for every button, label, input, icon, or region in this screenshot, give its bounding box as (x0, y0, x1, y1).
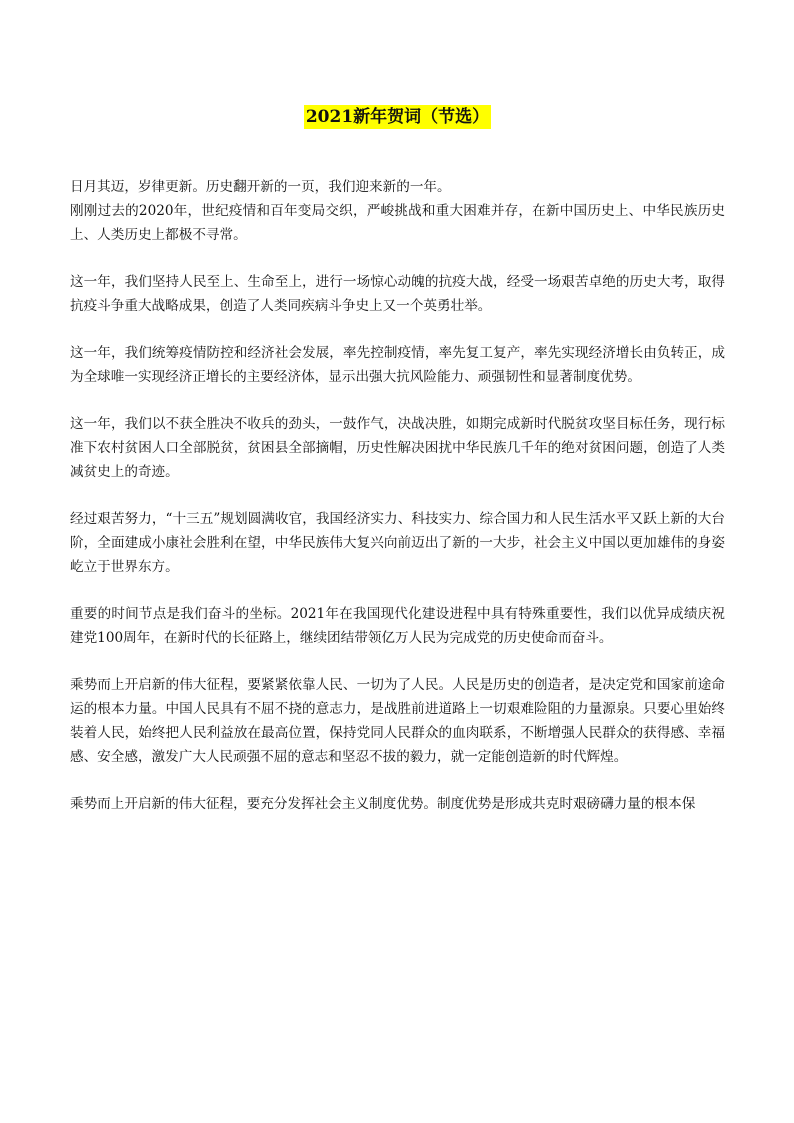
paragraph-3: 这一年，我们坚持人民至上、生命至上，进行一场惊心动魄的抗疫大战，经受一场艰苦卓绝的历史大考，取得抗疫斗争重大战略成果，创造了人类同疾病斗争史上又一个英勇壮举。 (70, 274, 725, 314)
paragraph-1: 日月其迈，岁律更新。历史翻开新的一页，我们迎来新的一年。 (70, 179, 451, 195)
paragraph-4: 这一年，我们统筹疫情防控和经济社会发展，率先控制疫情，率先复工复产，率先实现经济增长由负转正，成为全球唯一实现经济正增长的主要经济体，显示出强大抗风险能力、顽强韧性和显著制度优势。 (70, 345, 725, 385)
paragraph-7: 重要的时间节点是我们奋斗的坐标。2021年在我国现代化建设进程中具有特殊重要性，我们以优异成绩庆祝建党100周年，在新时代的长征路上，继续团结带领亿万人民为完成党的历史使命而奋斗。 (70, 606, 725, 646)
paragraph-2: 刚刚过去的2020年，世纪疫情和百年变局交织，严峻挑战和重大困难并存，在新中国历史上、中华民族历史上、人类历史上都极不寻常。 (70, 203, 725, 243)
paragraph-8: 乘势而上开启新的伟大征程，要紧紧依靠人民、一切为了人民。人民是历史的创造者，是决定党和国家前途命运的根本力量。中国人民具有不屈不挠的意志力，是战胜前进道路上一切艰难险阻的力量源泉。只要心里始终装着人民，始终把人民利益放在最高位置，保持党同人民群众的血肉联系，不断增强人民群众的获得感、幸福感、安全感，激发广大人民顽强不屈的意志和坚忍不拔的毅力，就一定能创造新的时代辉煌。 (70, 677, 725, 765)
title-container (70, 105, 725, 129)
document-title: 2021新年贺词（节选） (305, 107, 490, 127)
paragraph-5: 这一年，我们以不获全胜决不收兵的劲头，一鼓作气，决战决胜，如期完成新时代脱贫攻坚目标任务，现行标准下农村贫困人口全部脱贫，贫困县全部摘帽，历史性解决困扰中华民族几千年的绝对贫困问题，创造了人类减贫史上的奇迹。 (70, 416, 725, 480)
paragraph-9: 乘势而上开启新的伟大征程，要充分发挥社会主义制度优势。制度优势是形成共克时艰磅礴力量的根本保 (70, 796, 696, 812)
paragraph-6: 经过艰苦努力，“十三五”规划圆满收官，我国经济实力、科技实力、综合国力和人民生活水平又跃上新的大台阶，全面建成小康社会胜利在望，中华民族伟大复兴向前迈出了新的一大步，社会主义中国以更加雄伟的身姿屹立于世界东方。 (70, 511, 725, 575)
document-body (70, 175, 725, 816)
